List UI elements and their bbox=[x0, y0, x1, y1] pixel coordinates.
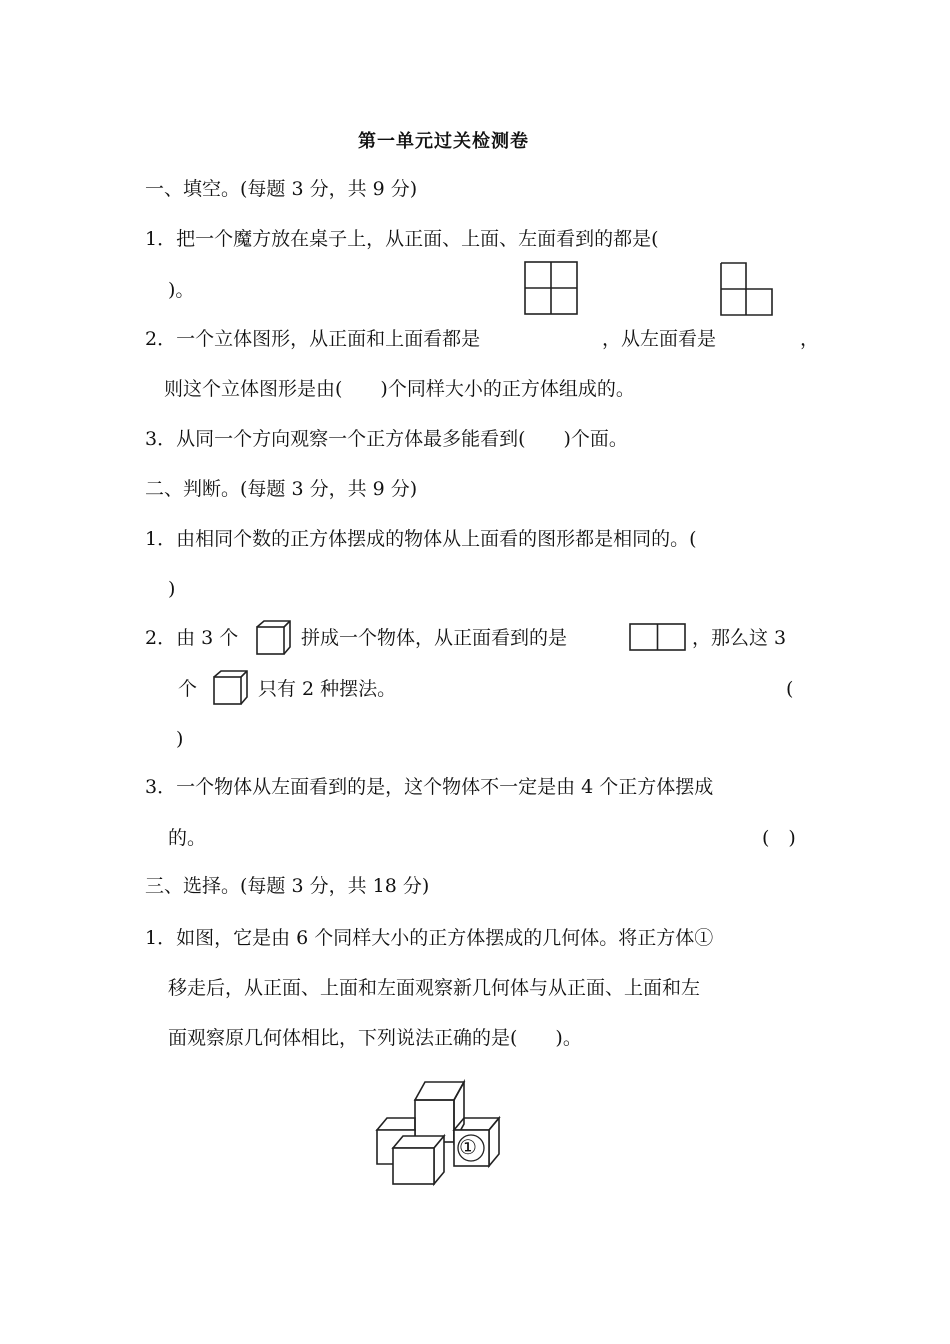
s1-q3-line1: 3．从同一个方向观察一个正方体最多能看到( )个面。 bbox=[145, 428, 628, 450]
section1-heading: 一、填空。(每题 3 分，共 9 分) bbox=[145, 178, 418, 200]
s2-q2-part1: 2．由 3 个 bbox=[145, 627, 239, 649]
s2-q2-part4: 个 bbox=[178, 678, 198, 700]
s1-q2-line2: 则这个立体图形是由( )个同样大小的正方体组成的。 bbox=[164, 378, 635, 400]
page-title: 第一单元过关检测卷 bbox=[358, 131, 529, 152]
s2-q3-answer: ( ) bbox=[762, 827, 796, 849]
s2-q2-part5: 只有 2 种摆法。 bbox=[258, 678, 397, 700]
s2-q2-part3: ，那么这 3 bbox=[692, 627, 787, 649]
s2-q3-line2: 的。 bbox=[168, 827, 207, 849]
magic-cube-grid-figure bbox=[524, 261, 578, 315]
cube-arrangement-figure bbox=[374, 1078, 504, 1186]
s2-q2-paren-close: ) bbox=[176, 728, 184, 750]
s3-q1-line1: 1．如图，它是由 6 个同样大小的正方体摆成的几何体。将正方体① bbox=[145, 927, 714, 949]
s3-q1-line2: 移走后，从正面、上面和左面观察新几何体与从正面、上面和左 bbox=[168, 977, 701, 999]
section2-heading: 二、判断。(每题 3 分，共 9 分) bbox=[145, 478, 418, 500]
s2-q2-part2: 拼成一个物体，从正面看到的是 bbox=[301, 627, 568, 649]
s1-q1-line1: 1．把一个魔方放在桌子上，从正面、上面、左面看到的都是( bbox=[145, 228, 659, 250]
s1-q2-line1a: 2．一个立体图形，从正面和上面看都是 bbox=[145, 328, 481, 350]
s1-q1-line2: )。 bbox=[168, 279, 195, 301]
cube-icon bbox=[256, 620, 292, 656]
s2-q1-line1: 1．由相同个数的正方体摆成的物体从上面看的图形都是相同的。( bbox=[145, 528, 697, 550]
s1-q2-line1b: ，从左面看是 bbox=[602, 328, 717, 350]
s2-q2-paren-open: ( bbox=[786, 678, 794, 700]
s2-q1-line2: ) bbox=[168, 578, 176, 600]
s2-q3-line1: 3．一个物体从左面看到的是，这个物体不一定是由 4 个正方体摆成 bbox=[145, 776, 714, 798]
figure-label-cube-1: ① bbox=[459, 1135, 477, 1159]
l-shape-view-figure bbox=[720, 262, 774, 316]
section3-heading: 三、选择。(每题 3 分，共 18 分) bbox=[145, 875, 430, 897]
cube-icon bbox=[213, 670, 249, 706]
s1-q2-line1c: ， bbox=[800, 328, 820, 350]
two-square-front-view-figure bbox=[629, 623, 686, 651]
s3-q1-line3: 面观察原几何体相比，下列说法正确的是( )。 bbox=[168, 1027, 582, 1049]
